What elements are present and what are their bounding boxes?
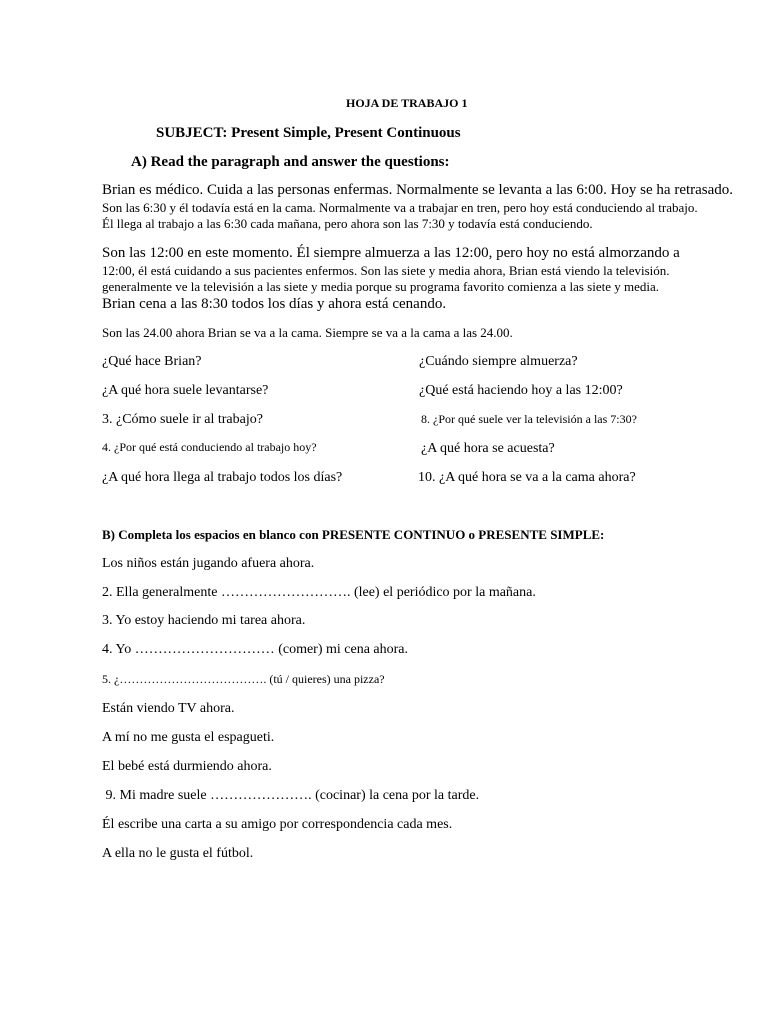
paragraph1-line1: Brian es médico. Cuida a las personas enfermas. Normalmente se levanta a las 6:00. Hoy se ha retrasado. xyxy=(102,182,734,198)
exercise-7: A mí no me gusta el espagueti. xyxy=(102,730,275,745)
paragraph2-line3: generalmente ve la televisión a las siete y media porque su programa favorito comienza a las siete y media. xyxy=(102,279,659,294)
question-2: ¿A qué hora suele levantarse? xyxy=(102,383,269,398)
section-a-heading: A) Read the paragraph and answer the questions: xyxy=(131,154,450,170)
paragraph2-line2: 12:00, él está cuidando a sus pacientes enfermos. Son las siete y media ahora, Brian está viendo la televisión. xyxy=(102,263,670,278)
paragraph1-line3: Él llega al trabajo a las 6:30 cada mañana, pero ahora son las 7:30 y todavía está conduciendo. xyxy=(102,216,593,231)
exercise-6: Están viendo TV ahora. xyxy=(102,701,235,716)
exercise-8: El bebé está durmiendo ahora. xyxy=(102,759,272,774)
question-5: ¿A qué hora llega al trabajo todos los días? xyxy=(102,470,343,485)
exercise-1: Los niños están jugando afuera ahora. xyxy=(102,556,315,571)
exercise-4: 4. Yo ………………………… (comer) mi cena ahora. xyxy=(102,642,409,657)
exercise-10: Él escribe una carta a su amigo por correspondencia cada mes. xyxy=(102,817,453,832)
paragraph2-line1: Son las 12:00 en este momento. Él siempre almuerza a las 12:00, pero hoy no está almorzando a xyxy=(102,245,680,261)
exercise-3: 3. Yo estoy haciendo mi tarea ahora. xyxy=(102,613,306,628)
exercise-9: 9. Mi madre suele …………………. (cocinar) la cena por la tarde. xyxy=(102,788,480,803)
section-b-heading: B) Completa los espacios en blanco con PRESENTE CONTINUO o PRESENTE SIMPLE: xyxy=(102,527,605,542)
question-8: 8. ¿Por qué suele ver la televisión a las 7:30? xyxy=(421,412,637,426)
question-9: ¿A qué hora se acuesta? xyxy=(421,441,555,456)
page-title: HOJA DE TRABAJO 1 xyxy=(346,96,468,110)
exercise-5: 5. ¿………………………………. (tú / quieres) una pizza? xyxy=(102,672,385,686)
subject-heading: SUBJECT: Present Simple, Present Continuous xyxy=(156,125,461,141)
question-10: 10. ¿A qué hora se va a la cama ahora? xyxy=(418,470,636,485)
question-6: ¿Cuándo siempre almuerza? xyxy=(419,354,578,369)
question-4: 4. ¿Por qué está conduciendo al trabajo hoy? xyxy=(102,440,317,454)
paragraph2-line4: Brian cena a las 8:30 todos los días y ahora está cenando. xyxy=(102,296,447,312)
paragraph1-line2: Son las 6:30 y él todavía está en la cama. Normalmente va a trabajar en tren, pero hoy está conduciendo al trabajo. xyxy=(102,200,698,215)
paragraph3: Son las 24.00 ahora Brian se va a la cama. Siempre se va a la cama a las 24.00. xyxy=(102,325,513,340)
exercise-2: 2. Ella generalmente ………………………. (lee) el periódico por la mañana. xyxy=(102,585,536,600)
exercise-11: A ella no le gusta el fútbol. xyxy=(102,846,254,861)
question-7: ¿Qué está haciendo hoy a las 12:00? xyxy=(419,383,623,398)
question-1: ¿Qué hace Brian? xyxy=(102,354,202,369)
question-3: 3. ¿Cómo suele ir al trabajo? xyxy=(102,412,263,427)
